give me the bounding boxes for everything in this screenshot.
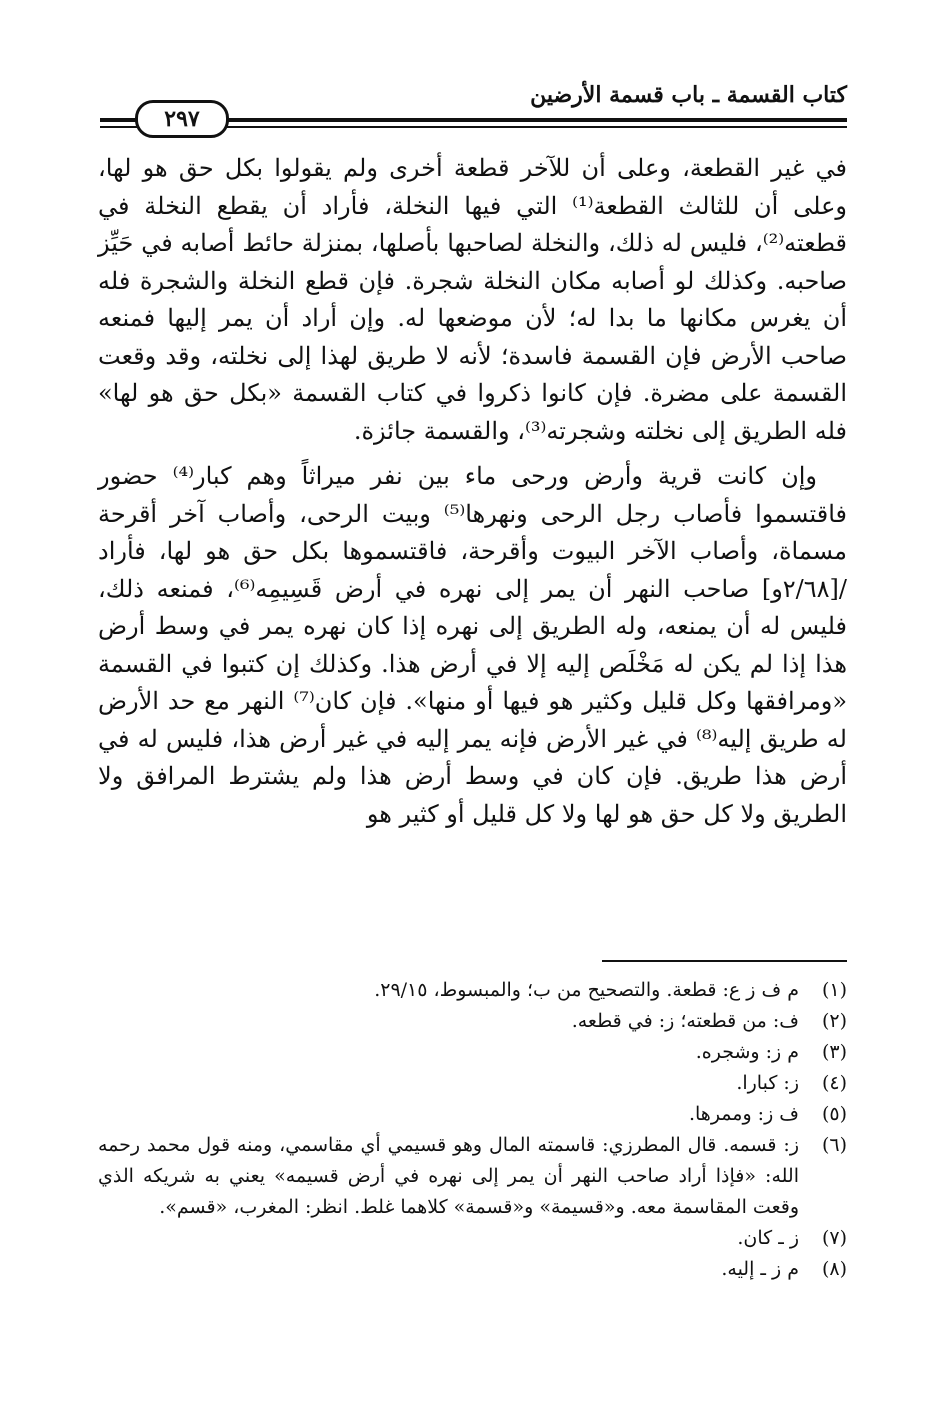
footnote-separator (602, 960, 847, 962)
footnote-number: (٧) (821, 1227, 847, 1249)
footnote-number: (٢) (821, 1010, 847, 1032)
running-title: كتاب القسمة ـ باب قسمة الأرضين (530, 82, 847, 108)
footnote (98, 975, 847, 1006)
footnote-text: ز: قسمه. قال المطرزي: قاسمته المال وهو قسيمي أي مقاسمي، ومنه قول محمد رحمه الله: «فإذا أراد صاحب النهر أن يمر إلى نهره في أرض قسيمه» يعني به شريكه الذي وقعت المقاسمة معه. و«قسيمة» و«قسمة» كلاهما غلط. انظر: المغرب، «قسم». (98, 1134, 799, 1218)
footnote-text: ز ـ كان. (737, 1227, 799, 1249)
footnote-text: ز: كبارا. (736, 1072, 799, 1094)
footnote (98, 1006, 847, 1037)
footnote-number: (٣) (821, 1041, 847, 1063)
footnote (98, 1099, 847, 1130)
footnote (98, 1254, 847, 1285)
paragraph: وإن كانت قرية وأرض ورحى ماء بين نفر ميراثاً وهم كبار⁽⁴⁾ حضور فاقتسموا فأصاب رجل الرحى ونهرها⁽⁵⁾ وبيت الرحى، وأصاب آخر أقرحة مسماة، وأصاب الآخر البيوت وأقرحة، فاقتسموها بكل حق هو لها، فأراد /[٢/٦٨و] صاحب النهر أن يمر إلى نهره في أرض قَسِيمِه⁽⁶⁾، فمنعه ذلك، فليس له أن يمنعه، وله الطريق إلى نهره إذا كان نهره يمر في وسط أرض هذا إذا لم يكن له مَخْلَص إليه إلا في أرض هذا. وكذلك إن كتبوا في القسمة «ومرافقها وكل قليل وكثير هو فيها أو منها». فإن كان⁽⁷⁾ النهر مع حد الأرض له طريق إليه⁽⁸⁾ في غير الأرض فإنه يمر إليه في غير أرض هذا، فليس له في أرض هذا طريق. فإن كان في وسط أرض هذا ولم يشترط المرافق ولا الطريق ولا كل حق هو لها ولا كل قليل أو كثير هو (98, 462, 848, 828)
footnote-text: م ز ـ إليه. (721, 1258, 799, 1280)
page-number: ٢٩٧ (135, 100, 229, 138)
footnotes (98, 975, 847, 1285)
footnote-number: (١) (821, 979, 847, 1001)
footnote (98, 1068, 847, 1099)
footnote-number: (٦) (821, 1134, 847, 1156)
footnote (98, 1223, 847, 1254)
footnote (98, 1037, 847, 1068)
footnote-number: (٤) (821, 1072, 847, 1094)
footnote-text: م ز: وشجره. (695, 1041, 799, 1063)
footnote-number: (٨) (821, 1258, 847, 1280)
footnote-text: م ف ز ع: قطعة. والتصحيح من ب؛ والمبسوط، ٢٩/١٥. (374, 979, 799, 1001)
main-text (98, 150, 847, 833)
footnote-text: ف ز: وممرها. (688, 1103, 799, 1125)
footnote-text: ف: من قطعته؛ ز: في قطعه. (571, 1010, 799, 1032)
footnote-number: (٥) (821, 1103, 847, 1125)
footnote (98, 1130, 847, 1223)
paragraph: في غير القطعة، وعلى أن للآخر قطعة أخرى ولم يقولوا بكل حق هو لها، وعلى أن للثالث القطعة⁽¹⁾ التي فيها النخلة، فأراد أن يقطع النخلة في قطعته⁽²⁾، فليس له ذلك، والنخلة لصاحبها بأصلها، بمنزلة حائط أصابه في حَيِّز صاحبه. وكذلك لو أصابه مكان النخلة شجرة. فإن قطع النخلة والشجرة فله أن يغرس مكانها ما بدا له؛ لأن موضعها له. وإن أراد أن يمر إليها فمنعه صاحب الأرض فإن القسمة فاسدة؛ لأنه لا طريق لهذا إلى نخلته، وقد وقعت القسمة على مضرة. فإن كانوا ذكروا في كتاب القسمة «بكل حق هو لها» فله الطريق إلى نخلته وشجرته⁽³⁾، والقسمة جائزة. (98, 154, 847, 445)
